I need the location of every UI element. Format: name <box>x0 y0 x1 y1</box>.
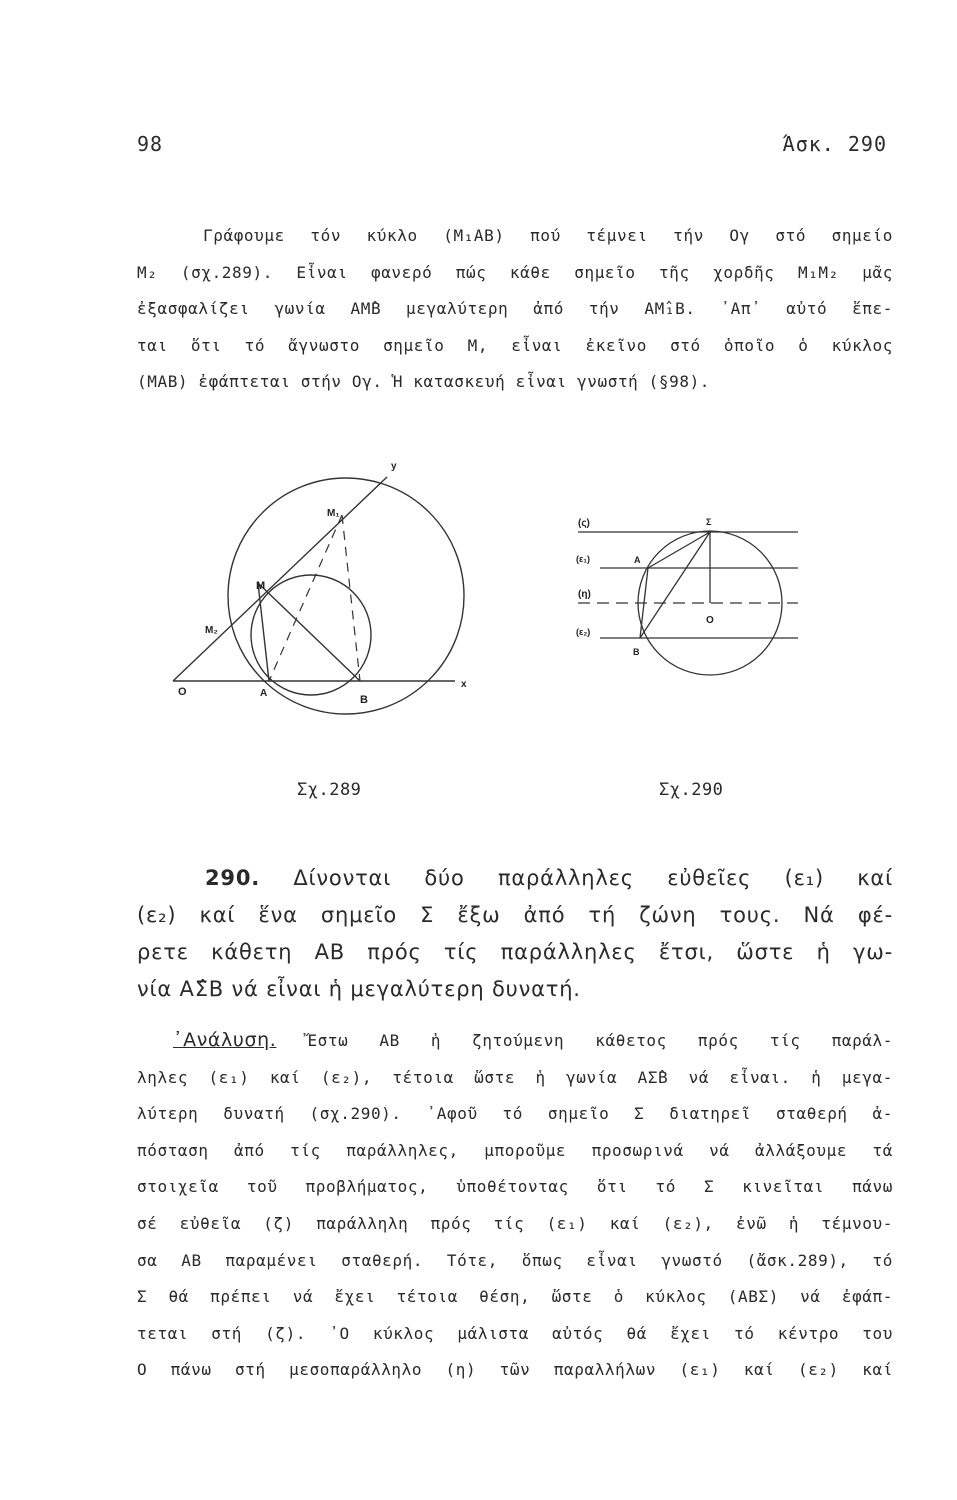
label-O: O <box>706 615 714 626</box>
figure-289-diagram <box>165 455 475 735</box>
exercise-line: ρετε κάθετη ΑΒ πρός τίς παράλληλες ἔτσι, ὥστε ἡ γω- <box>137 940 893 964</box>
segment-M1A <box>269 515 342 681</box>
label-B: B <box>360 694 368 706</box>
segment-SB <box>640 532 710 638</box>
label-M1: M₁ <box>327 508 340 519</box>
page-number: 98 <box>137 132 164 156</box>
exercise-line: νία ΑΣ̂Β νά εἶναι ἡ μεγαλύτερη δυνατή. <box>137 977 581 1001</box>
analysis-line: ληλες (ε₁) καί (ε₂), τέτοια ὥστε ἡ γωνία ΑΣ̂Β νά εἶναι. ἡ μεγα- <box>137 1067 893 1087</box>
running-head: Άσκ. 290 <box>782 132 887 156</box>
text-line: ἐξασφαλίζει γωνία ΑΜ̂Β μεγαλύτερη ἀπό τήν ΑΜ̂₁Β. ᾿Απ᾿ αὐτό ἕπε- <box>137 299 893 318</box>
analysis-line: Ο πάνω στή μεσοπαράλληλο (η) τῶν παραλλήλων (ε₁) καί (ε₂) καί <box>137 1360 893 1380</box>
caption-290: Σχ.290 <box>659 780 724 800</box>
label-e2: (ε₂) <box>576 627 591 637</box>
analysis-line: τεται στή (ζ). ᾿Ο κύκλος μάλιστα αὐτός θά ἔχει τό κέντρο του <box>137 1323 893 1343</box>
label-A: A <box>260 688 268 699</box>
label-Sigma: Σ <box>706 517 712 527</box>
label-B: B <box>633 647 640 657</box>
figure-290-diagram <box>570 505 810 705</box>
label-e1: (ε₁) <box>576 554 590 564</box>
label-A: A <box>634 555 641 565</box>
segment-M1B <box>342 515 360 681</box>
large-circle <box>228 478 464 714</box>
analysis-line-text: Ἔστω ΑΒ ἡ ζητούμενη κάθετος πρός τίς παράλ- <box>307 1031 893 1050</box>
paragraph-construction-289 <box>137 218 893 401</box>
analysis-heading: ᾿Ανάλυση. <box>173 1029 277 1051</box>
y-axis-line <box>173 477 387 681</box>
exercise-290-statement <box>137 860 893 1008</box>
analysis-line <box>137 1022 893 1060</box>
analysis-line: στοιχεῖα τοῦ προβλήματος, ὑποθέτοντας ὅτι τό Σ κινεῖται πάνω <box>137 1177 893 1197</box>
label-y: y <box>391 461 397 472</box>
text-line: ται ὅτι τό ἄγνωστο σημεῖο Μ, εἶναι ἐκεῖνο στό ὁποῖο ὁ κύκλος <box>137 335 893 355</box>
exercise-line: (ε₂) καί ἕνα σημεῖο Σ ἔξω ἀπό τή ζώνη τους. Νά φέ- <box>137 903 893 927</box>
label-zeta: (ς) <box>578 518 590 529</box>
label-M: M <box>256 580 266 592</box>
exercise-line <box>137 860 893 897</box>
figure-290 <box>570 505 810 705</box>
label-eta: (η) <box>578 589 591 600</box>
analysis-line: πόσταση ἀπό τίς παράλληλες, μποροῦμε προσωρινά νά ἀλλάξουμε τά <box>137 1140 893 1160</box>
text-line: Μ₂ (σχ.289). Εἶναι φανερό πώς κάθε σημεῖο τῆς χορδῆς Μ₁Μ₂ μᾶς <box>137 262 893 282</box>
analysis-line: Σ θά πρέπει νά ἔχει τέτοια θέση, ὥστε ὁ κύκλος (ΑΒΣ) νά ἐφάπ- <box>137 1287 893 1307</box>
analysis-line: σέ εὐθεῖα (ζ) παράλληλη πρός τίς (ε₁) καί (ε₂), ἐνῶ ἡ τέμνου- <box>137 1213 893 1233</box>
label-O: O <box>178 686 187 698</box>
figure-289 <box>165 455 475 735</box>
text-line: Γράφουμε τόν κύκλο (Μ₁ΑΒ) πού τέμνει τήν Ογ στό σημείο <box>203 226 893 245</box>
segment-MB <box>258 583 360 681</box>
analysis-line: σα ΑΒ παραμένει σταθερή. Τότε, ὅπως εἶναι γνωστό (ἄσκ.289), τό <box>137 1250 893 1270</box>
label-x: x <box>461 679 467 690</box>
label-M2: M₂ <box>205 625 218 636</box>
text-line: (ΜΑΒ) ἐφάπτεται στήν Ογ. Ἡ κατασκευή εἶναι γνωστή (§98). <box>137 372 711 391</box>
analysis-line: λύτερη δυνατή (σχ.290). ᾿Αφοῦ τό σημεῖο Σ διατηρεῖ σταθερή ἀ- <box>137 1104 893 1124</box>
caption-289: Σχ.289 <box>297 780 362 800</box>
exercise-number: 290. <box>205 866 261 890</box>
analysis-section <box>137 1022 893 1389</box>
exercise-line-text: Δίνονται δύο παράλληλες εὐθεῖες (ε₁) καί <box>293 866 893 890</box>
